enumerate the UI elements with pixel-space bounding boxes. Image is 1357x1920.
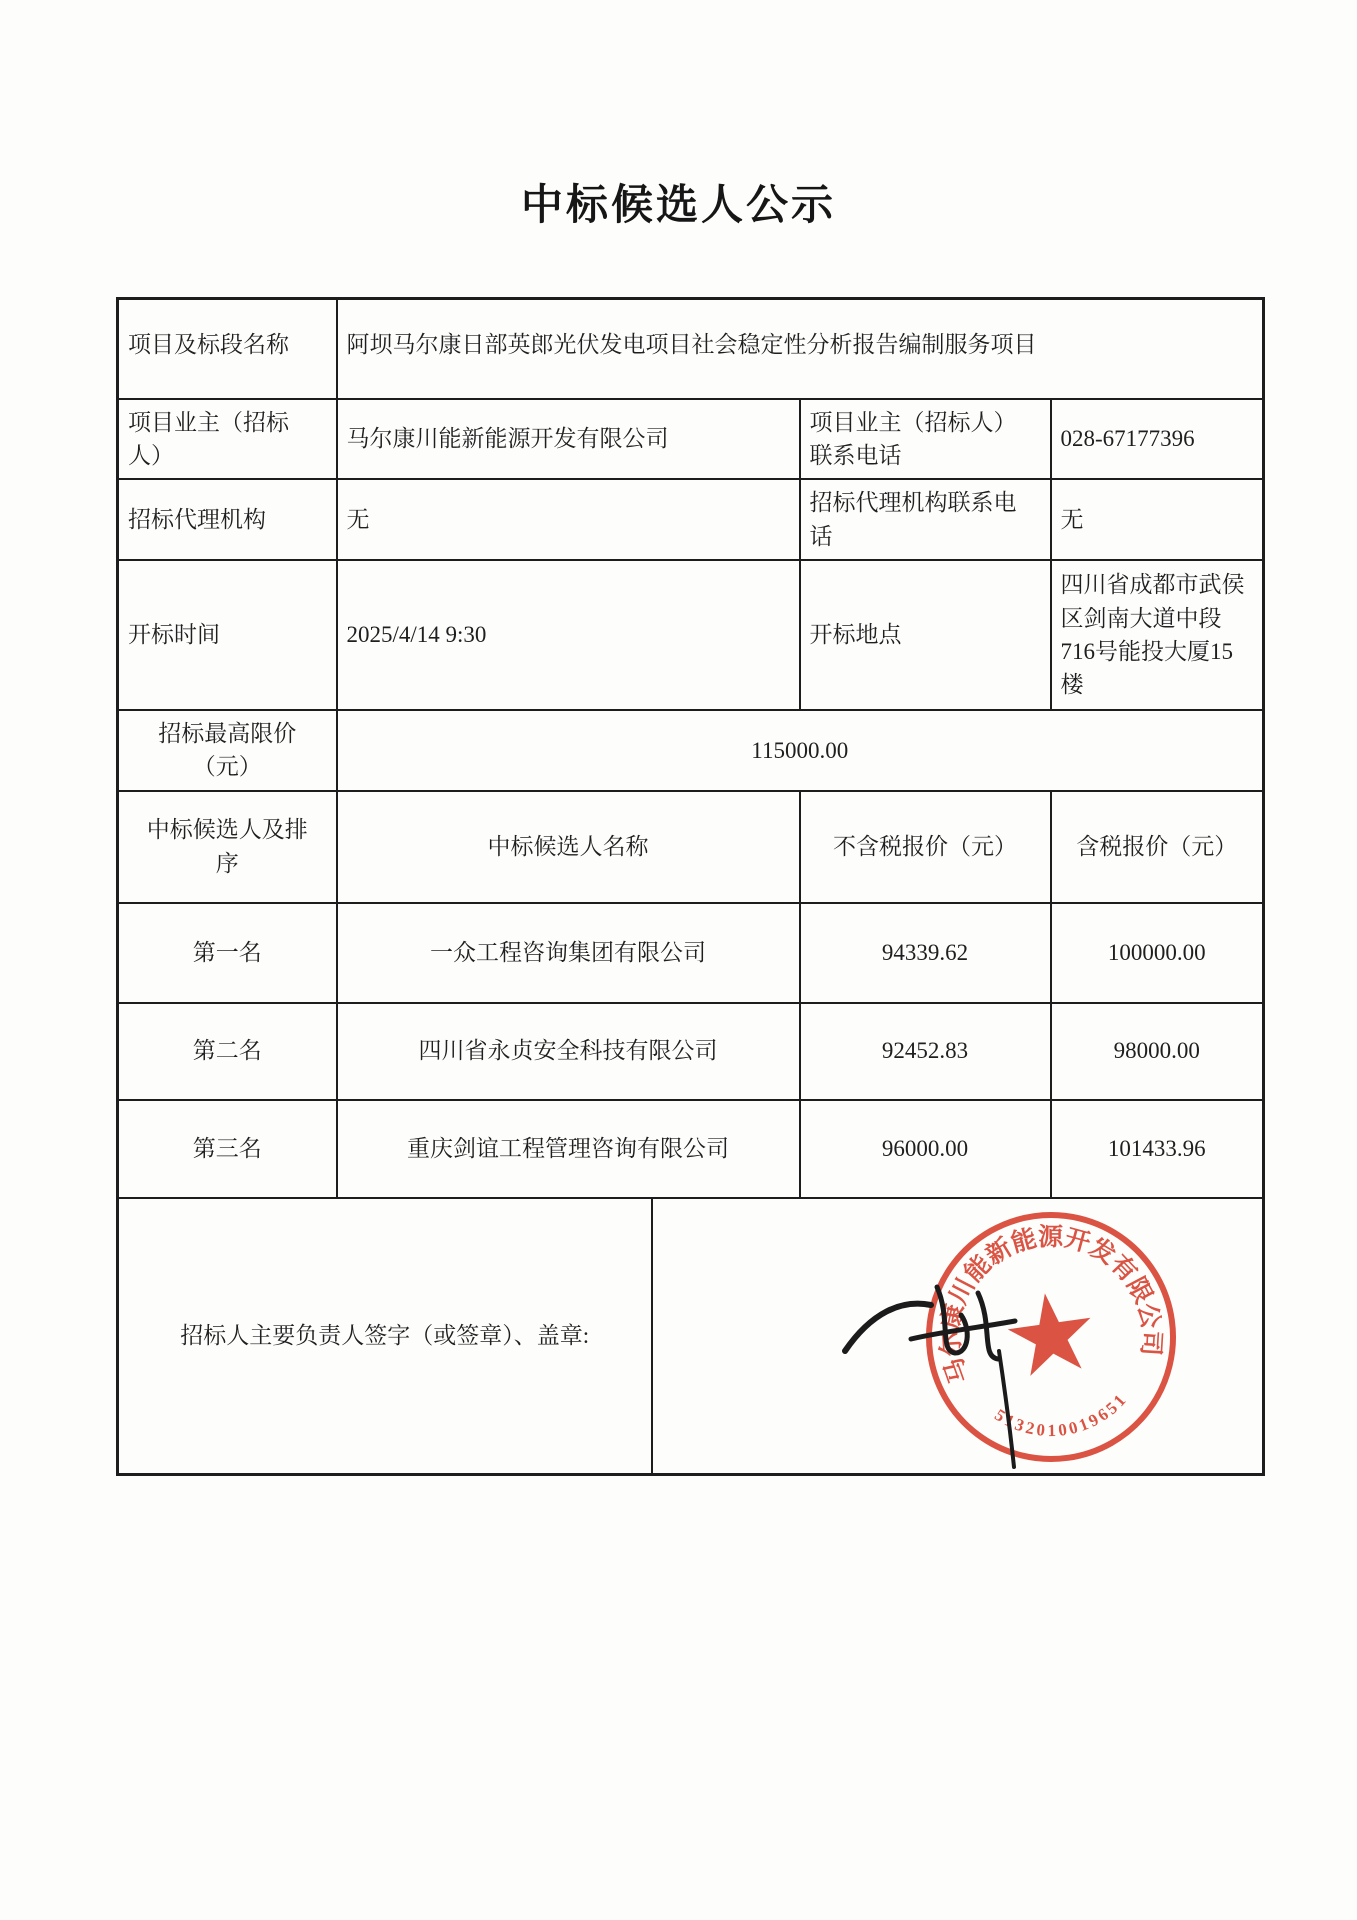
candidate-1-name: 一众工程咨询集团有限公司 [337,903,800,1003]
header-rank-text: 中标候选人及排序 [146,817,308,876]
candidate-2-price-excl: 92452.83 [800,1003,1051,1100]
row-opening [118,560,1264,710]
document-title: 中标候选人公示 [520,181,836,228]
candidate-3-price-excl: 96000.00 [800,1100,1051,1198]
candidate-1-price-incl: 100000.00 [1051,903,1264,1003]
agency-phone-value: 无 [1051,479,1264,560]
agency-value: 无 [337,479,800,560]
agency-phone-label-text: 招标代理机构联系电话 [809,490,1017,549]
candidate-1-rank: 第一名 [118,903,337,1003]
candidate-row-3 [118,1100,1264,1198]
owner-phone-value: 028-67177396 [1051,399,1264,480]
opening-time-value: 2025/4/14 9:30 [337,560,800,710]
signature-label: 招标人主要负责人签字（或签章）、盖章: [118,1198,652,1475]
owner-label [118,399,337,480]
agency-label: 招标代理机构 [118,479,337,560]
opening-place-text: 四川省成都市武侯区剑南大道中段716号能投大厦15楼 [1060,572,1245,698]
candidate-1-price-excl: 94339.62 [800,903,1051,1003]
agency-phone-label [800,479,1051,560]
project-name-value: 阿坝马尔康日部英郎光伏发电项目社会稳定性分析报告编制服务项目 [337,299,1264,399]
candidate-2-price-incl: 98000.00 [1051,1003,1264,1100]
candidate-row-2 [118,1003,1264,1100]
owner-phone-label-text: 项目业主（招标人）联系电话 [809,409,1017,468]
owner-label-text: 项目业主（招标人） [128,409,289,468]
candidate-2-name: 四川省永贞安全科技有限公司 [337,1003,800,1100]
row-project [118,299,1264,399]
row-candidates-header [118,791,1264,903]
row-signature [118,1198,1264,1475]
seal-ring [913,1201,1189,1471]
max-price-label [118,710,337,791]
project-name-label: 项目及标段名称 [118,299,337,399]
header-price-incl: 含税报价（元） [1051,791,1264,903]
announcement-table [116,297,1265,1476]
candidate-3-rank: 第三名 [118,1100,337,1198]
opening-time-label: 开标时间 [118,560,337,710]
handwritten-signature [845,1287,1015,1467]
opening-place-label: 开标地点 [800,560,1051,710]
row-owner [118,399,1264,480]
candidate-row-1 [118,903,1264,1003]
seal-cell [652,1198,1264,1475]
max-price-value: 115000.00 [337,710,1264,791]
max-price-label-text: 招标最高限价（元） [158,720,297,780]
candidate-3-price-incl: 101433.96 [1051,1100,1264,1198]
seal-star-icon [1003,1287,1097,1377]
seal-graphic [913,1201,1189,1471]
header-rank [118,791,337,903]
owner-phone-label [800,399,1051,480]
candidate-3-name: 重庆剑谊工程管理咨询有限公司 [337,1100,800,1198]
opening-place-value [1051,560,1264,710]
row-max-price [118,710,1264,791]
candidate-2-rank: 第二名 [118,1003,337,1100]
owner-value: 马尔康川能新能源开发有限公司 [337,399,800,480]
seal-number-text: 5132010019651 [990,1388,1131,1440]
company-seal [793,1201,1253,1471]
row-agency [118,479,1264,560]
header-name: 中标候选人名称 [337,791,800,903]
header-price-excl: 不含税报价（元） [800,791,1051,903]
seal-company-text: 马尔康川能新能源开发有限公司 [936,1223,1165,1387]
